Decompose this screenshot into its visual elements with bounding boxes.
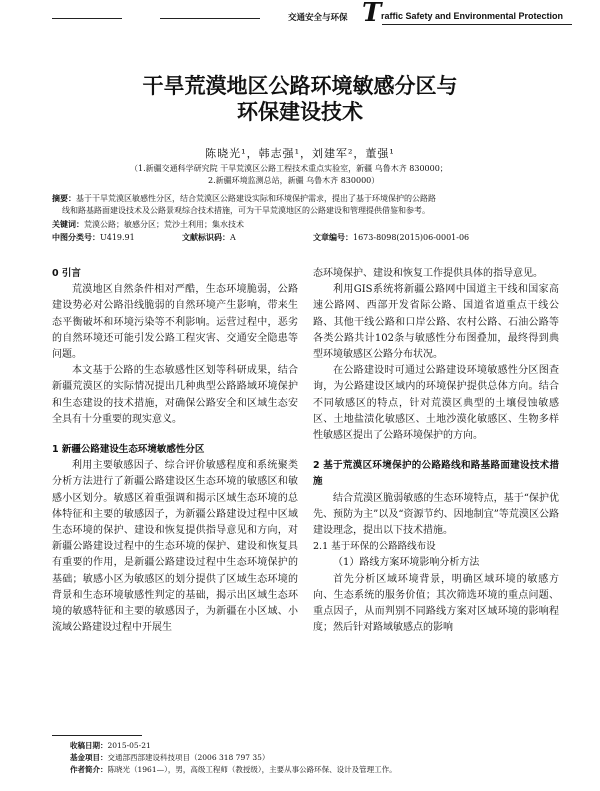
- journal-name-cn: 交通安全与环保: [288, 13, 348, 23]
- affiliation-1: （1.新疆交通科学研究院 干旱荒漠区公路工程技术重点实验室，新疆 乌鲁木齐 830000；: [130, 164, 448, 173]
- fund-value: 交通部西部建设科技项目（2006 318 797 35）: [107, 753, 270, 762]
- author-list: 陈晓光¹，韩志强¹，刘建军²，董强¹: [205, 147, 395, 160]
- journal-logo-letter: T: [362, 0, 382, 28]
- subsection-heading: （1）路线方案环境影响分析方法: [333, 557, 480, 569]
- abstract-text-1: 基于干旱荒漠区敏感性分区，结合荒漠区公路建设实际和环境保护需求，提出了基于环境保护的公路路: [76, 194, 436, 203]
- author-bio-label: 作者简介：: [70, 765, 108, 774]
- header-rule: [52, 18, 122, 19]
- article-title-line2: 环保建设技术: [237, 100, 363, 124]
- footnote-rule: [52, 735, 142, 736]
- doc-value: A: [230, 233, 236, 242]
- keywords-text: 荒漠公路；敏感分区；荒沙土利用；集水技术: [84, 220, 244, 229]
- author-bio-value: 陈晓光（1961—），男，高级工程师（教授级），主要从事公路环保、设计及管理工作。: [107, 765, 397, 774]
- footnote-received: [70, 740, 151, 751]
- clc-value: U419.91: [100, 233, 135, 242]
- paragraph: 利用GIS系统将新疆公路网中国道主干线和国家高速公路网、西部开发省际公路、国道省道重点干线公路、其他干线公路和口岸公路、农村公路、石油公路等各类公路共计102条与敏感性分布图叠加，最终得到典型环境敏感区公路分布状况。: [313, 284, 559, 361]
- journal-name-en: raffic Safety and Environmental Protection: [381, 11, 564, 21]
- document-code: [182, 232, 236, 243]
- paragraph: 利用主要敏感因子、综合评价敏感程度和系统聚类分析方法进行了新疆公路建设区生态环境的敏感区和敏感小区划分。敏感区着重强调和揭示区域生态环境的总体特征和主要的敏感因子，为新疆公路建设过程中区域生态环境的保护、建设和恢复提供指导意见和方向，对新疆公路建设过程中的生态环境的保护、建设和恢复具有重要的作用，是新疆公路建设过程中生态环境保护的基础；敏感小区为敏感区的划分提供了区域生态环境的背景和生态环境敏感性判定的基础，揭示出区域生态环境的敏感特征和主要的敏感因子，为新疆在小区域、小流域公路建设过程中开展生: [52, 460, 298, 634]
- paragraph-continued: 态环境保护、建设和恢复工作提供具体的指导意见。: [313, 268, 543, 279]
- left-column: [52, 266, 298, 636]
- article-value: 1673-8098(2015)06-0001-06: [353, 233, 470, 242]
- section-2-heading: 2 基于荒漠区环境保护的公路路线和路基路面建设技术措施: [313, 460, 559, 488]
- section-0-heading: 0 引言: [52, 268, 81, 279]
- doc-label: 文献标识码：: [182, 233, 230, 242]
- received-label: 收稿日期：: [70, 741, 108, 750]
- paragraph: 在公路建设时可通过公路建设环境敏感性分区图查询，为公路建设区域内的环境保护提供总体方向。结合不同敏感区的特点，针对荒漠区典型的土壤侵蚀敏感区、土地盐渍化敏感区、土地沙漠化敏感区、生物多样性敏感区提出了公路环境保护的方向。: [313, 365, 559, 442]
- fund-label: 基金项目：: [70, 753, 108, 762]
- section-2-1-heading: 2.1 基于环保的公路路线布设: [313, 541, 436, 553]
- paragraph: 首先分析区域环境背景，明确区域环境的敏感方向、生态系统的服务价值；其次筛选环境的重点问题、重点因子，从而判别不同路线方案对区域环境的影响程度；然后针对路域敏感点的影响: [313, 573, 559, 634]
- footnote-fund: [70, 752, 269, 763]
- abstract-label: 摘要：: [52, 194, 76, 203]
- abstract-text-2: 线和路基路面建设技术及公路景观综合技术措施，可为干旱荒漠地区的公路建设和管理提供借鉴和参考。: [62, 206, 430, 215]
- paragraph: 荒漠地区自然条件相对严酷，生态环境脆弱，公路建设势必对公路沿线脆弱的自然环境产生影响，带来生态平衡破坏和环境污染等不利影响。运营过程中，恶劣的自然环境还可能引发公路工程灾害、交通安全隐患等问题。: [52, 284, 298, 361]
- keywords-label: 关键词：: [52, 220, 84, 229]
- running-header: [0, 0, 600, 34]
- right-column: [313, 266, 559, 636]
- clc-label: 中图分类号：: [52, 233, 100, 242]
- header-rule: [382, 24, 572, 25]
- keywords: [52, 219, 572, 231]
- paragraph: 结合荒漠区脆弱敏感的生态环境特点，基于“保护优先、预防为主”以及“资源节约、因地制宜”等荒漠区公路建设理念，提出以下技术措施。: [313, 492, 559, 537]
- affiliation-2: 2.新疆环境监测总站，新疆 乌鲁木齐 830000）: [208, 176, 380, 185]
- article-label: 文章编号：: [313, 233, 353, 242]
- abstract: [52, 193, 572, 205]
- clc-number: [52, 232, 135, 243]
- received-value: 2015-05-21: [107, 741, 151, 750]
- article-number: [313, 232, 469, 243]
- article-title-line1: 干旱荒漠地区公路环境敏感分区与: [142, 74, 458, 98]
- paragraph: 本文基于公路的生态敏感性区划等科研成果，结合新疆荒漠区的实际情况提出几种典型公路路域环境保护和生态建设的技术措施，对确保公路安全和区域生态安全具有十分重要的现实意义。: [52, 365, 298, 425]
- section-1-heading: 1 新疆公路建设生态环境敏感性分区: [52, 444, 205, 456]
- header-rule: [160, 18, 260, 19]
- footnote-author: [70, 764, 397, 775]
